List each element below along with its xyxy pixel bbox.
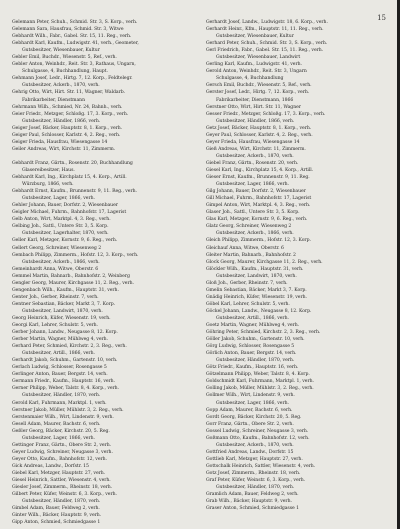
directory-entry: Götzelmann Philipp, Weber, Talstr. 8, 4. Korp. — [206, 372, 310, 378]
directory-entry: Geiger Frieda, Hausfrau, Wiesengasse 14 — [12, 139, 108, 145]
directory-entry: Gesser Friedr., Metzger, Schloßg. 17, 3. Korp., verh. — [206, 111, 326, 117]
directory-entry: Gutsbesitzer, Händler, 1866, verh. — [22, 118, 101, 124]
directory-entry: Schulgasse, 4, Buchhandlung, Haupt. — [22, 69, 108, 75]
directory-entry: Giesel Karl, Ing., Kirchplatz 15, 4. Korp., Artill. — [206, 167, 314, 173]
directory-entry: Gollmer Wilh., Wirt, Lindenstr. 9, verh. — [206, 393, 295, 399]
directory-entry: Gelb Anton, Wirt, Marktpl. 4, 3. Reg., verh. — [12, 217, 111, 223]
directory-entry: Gebler Anton, Weinhdr., Reit. Str. 3, Rathaus, Ungarn, — [12, 62, 136, 68]
directory-entry: Gerold Karl, Fuhrmann, Marktpl. 1, verh. — [12, 400, 107, 406]
directory-entry: Fabrikarbeiter, Dienstmann — [22, 97, 85, 103]
directory-entry: Gutsbesitzer, Landwirt, 1870, verh. — [216, 273, 297, 279]
directory-entry: Gmelin Sebastian, Bäcker, Markt 3, 7. Korp. — [206, 287, 307, 293]
directory-entry: Graf Peter, Küfer, Weinstr. 6, 3. Korp., verh. — [206, 478, 306, 484]
directory-entry: Göbel Karl, Lehrer, Schulstr. 5, verh. — [206, 301, 290, 307]
directory-entry: Gipp Anton, Schmied, Schmiedgasse 1 — [12, 520, 101, 526]
directory-entry: Gerhardt Josef, Landw., Ludwigstr. 18, 6. Korp., verh. — [206, 20, 328, 25]
directory-entry: Gutsbesitzer, Ackerb., 1870, verh. — [216, 153, 294, 159]
directory-entry: Gemmel Martin, Bahnarb., Bahnhofstr. 2, Weinberg — [12, 273, 130, 279]
directory-entry: Geyer Paul, Schlosser, Karlstr. 4, 2. Reg., verh. — [206, 132, 313, 138]
directory-entry: Gottschalk Heinrich, Sattler, Wiesenstr. 4, verh. — [206, 463, 316, 469]
directory-entry: Gerster Josef, Ledr., Hirtg. 7, 12. Korp., verh. — [206, 90, 310, 96]
directory-entry: Gerstner Jakob, Müller, Mühlstr. 3, 2. Reg., verh. — [12, 407, 124, 413]
directory-entry: Gieß Andreas, Wirt, Kirchstr. 11, Zimmerm. — [206, 146, 306, 152]
directory-entry: Gettinger Franz, Gärtn., Obere Str. 2, verh. — [12, 442, 112, 448]
directory-entry: Gebhardt Karl, Kaufm., Ludwigstr. 41, verh., Geometer, — [12, 41, 139, 47]
directory-entry: Gilg Johann, Bauer, Dorfstr. 2, Wiesenbauer — [206, 189, 306, 195]
page-number: 15 — [377, 14, 386, 22]
directory-entry: Geier Friedr., Metzger, Schloßg. 17, 3. Korp., verh. — [12, 111, 129, 117]
directory-entry: Gutsbesitzer, Ackerb., 1870, verh. — [216, 442, 294, 448]
directory-entry: Gottfried Andreas, Landw., Dorfstr. 15 — [206, 449, 294, 455]
directory-entry: Gutsbesitzer, Landwirt, 1870, verh. — [22, 308, 103, 314]
directory-entry: Geiger Paul, Schlosser, Karlstr. 4, 2. Reg., verh. — [12, 132, 121, 138]
directory-entry: Ginter Wilh., Bäcker, Hauptstr. 9, verh. — [12, 513, 102, 519]
directory-entry: Genter Joh., Gerber, Rheinstr. 7, verh. — [12, 294, 99, 300]
directory-entry: Gerhard Peter, Schmied, Kirchstr. 2, 3. Reg., verh. — [12, 344, 127, 350]
directory-entry: Geyer Otto, Kaufm., Bahnhofstr. 12, verh. — [12, 456, 107, 462]
directory-entry: Gloß Joh., Gerber, Rheinstr. 7, verh. — [206, 280, 288, 286]
directory-entry: Gerhardt Heinr., Kfm., Hauptstr. 11, 11. Reg., verh. — [206, 27, 324, 33]
directory-entry: Fabrikarbeiter, Dienstmann, 1866 — [216, 97, 294, 103]
directory-entry: Gerstenmaier Wilh., Wirt, Lindenstr. 9, verh. — [12, 414, 114, 420]
directory-entry: Gutsbesitzer, Lagerhalter, 1870, verh. — [22, 231, 109, 237]
directory-entry: Golling Jakob, Müller, Mühlstr. 3, 2. Reg., verh. — [206, 386, 314, 392]
directory-entry: Gottlieb Karl, Metzger, Hauptstr. 27, verh. — [206, 456, 303, 462]
directory-entry: Gutsbesitzer, Lager, 1866, verh. — [216, 400, 289, 406]
directory-entry: Giesler Josef, Zimmerm., Rheinstr. 18, verh. — [12, 485, 113, 491]
directory-entry: Glas Karl, Metzger, Kornstr. 9, 6. Reg., verh. — [206, 217, 308, 223]
directory-entry: Gutsbesitzer, Ackerb., 1870, verh. — [22, 83, 100, 89]
directory-entry: Giebel Franz, Gärtn., Rosenstr. 20, verh. — [206, 160, 299, 166]
directory-entry: Gutsbesitzer, Ackerb., 1866, verh. — [216, 231, 294, 237]
directory-entry: Gutsbesitzer, Händler, 1870, verh. — [22, 499, 101, 505]
directory-entry: Gelemann Peter, Schuh., Schmid. Str. 3, S. Korp., verh. — [12, 20, 138, 25]
directory-entry: Gimpel Anton, Wirt, Marktpl. 4, 3. Reg., verh. — [206, 203, 311, 209]
directory-entry: Georg Heinrich, Küfer, Wiesenstr. 19, verh. — [12, 315, 111, 321]
directory-entry: Gordt Georg, Bäcker, Kirchstr. 20, 5. Reg. — [206, 414, 302, 420]
directory-entry: Gutsbesitzer, Artill., 1866, verh. — [22, 351, 95, 357]
directory-entry: Gutsbesitzer, Lager, 1866, verh. — [22, 435, 95, 441]
directory-entry: Gerlach Ludwig, Schlosser, Rosengasse 5 — [12, 365, 107, 371]
directory-entry: Gerber Johann, Landw., Neugasse 8, 12. Korp. — [12, 330, 118, 336]
directory-entry: Gutsbesitzer, Händler, 1866, verh. — [216, 118, 295, 124]
directory-entry: Gerling Karl, Kaufm., Ludwigstr. 41, verh. — [206, 62, 302, 68]
directory-entry: Göckel Johann, Landw., Neugasse 8, 12. Korp. — [206, 308, 312, 314]
directory-entry: Gleiter Martin, Bahnarb., Bahnhofstr. 2 — [206, 252, 296, 258]
directory-entry: Gopp Adam, Maurer, Bachstr. 6, verh. — [206, 407, 293, 413]
left-column — [12, 19, 194, 526]
directory-entry: Gutsbesitzer, Ackerb., 1866, verh. — [22, 259, 100, 265]
directory-entry: Gilbert Peter, Küfer, Weinstr. 6, 3. Korp., verh. — [12, 492, 117, 498]
directory-entry: Geßler Georg, Bäcker, Kirchstr. 20, 5. Reg. — [12, 428, 110, 434]
directory-entry: Glaser Joh., Sattl., Untere Str. 3, 5. Korp. — [206, 210, 300, 216]
directory-entry: Gutsbesitzer, Lager, 1866, verh. — [216, 182, 289, 188]
directory-entry: Geller Karl, Metzger, Kornstr. 9, 6. Reg., verh. — [12, 238, 118, 244]
directory-entry: Gebhardt Franz, Gärtn., Rosenstr. 20, Buchhandlung — [12, 160, 133, 166]
directory-entry: Gutsbesitzer, Wiesenbauer, Kultur — [22, 48, 100, 54]
directory-entry: Gengler Georg, Maurer, Kirchgasse 11, 2. Reg., verh. — [12, 280, 134, 286]
directory-entry: Geiler Andreas, Wirt, Kirchstr. 11, Zimmerm. — [12, 146, 116, 152]
directory-entry: Giebel Karl, Metzger, Hauptstr. 27, verh. — [12, 471, 106, 476]
directory-entry: Gehler Johann, Bauer, Dorfstr. 2, Wiesenbauer — [12, 203, 118, 209]
directory-entry: Geiger Josef, Bäcker, Hauptstr. 8, 1. Korp., verh. — [12, 125, 123, 131]
directory-entry: Glock Georg, Maurer, Kirchgasse 11, 2. Reg., verh. — [206, 259, 323, 265]
directory-entry: Glasereibesitzer, Haus. — [22, 167, 75, 173]
directory-entry: Götz Friedr., Kaufm., Hauptstr. 16, verh. — [206, 365, 299, 371]
directory-entry: Gutsbesitzer, Wiesenbauer, Kultur — [216, 34, 294, 40]
directory-entry: Gramlich Adam, Bauer, Feldweg 2, verh. — [206, 492, 299, 498]
directory-entry: Gerhardt Jakob, Schuhm., Gartenstr. 10, verh. — [12, 358, 118, 364]
directory-entry: Gimbel Adam, Bauer, Feldweg 2, verh. — [12, 506, 100, 512]
directory-entry: Giesel Heinrich, Sattler, Wiesenstr. 4, verh. — [12, 478, 111, 484]
directory-entry: Georgi Karl, Lehrer, Schulstr. 5, verh. — [12, 323, 98, 329]
directory-entry: Görlich Anton, Bauer, Bergstr. 14, verh. — [206, 351, 297, 357]
directory-entry: Goßmann Otto, Kaufm., Bahnhofstr. 12, verh. — [206, 435, 310, 441]
directory-entry: Gick Andreas, Landw., Dorfstr. 15 — [12, 463, 89, 469]
directory-entry: Gutsbesitzer, Wiesenbauer, Landwirt — [216, 55, 301, 61]
directory-entry: Gerhard Peter, Schuh., Schmid. Str. 3, S. Korp., verh. — [206, 41, 328, 47]
directory-entry: Würzburg, 1866, verh. — [22, 182, 74, 188]
directory-entry: Gieser Ernst, Kaufm., Brunnenstr. 9, 11. Reg. — [206, 175, 310, 181]
directory-entry: Gersch Emil, Buchdr., Wiesenstr. 5, Ref., verh. — [206, 83, 312, 89]
directory-entry: Gutsbesitzer, Artill., 1866, verh. — [216, 315, 289, 321]
right-column — [206, 19, 388, 512]
directory-entry: Gerl Friedrich, Fabr., Gabel. Str. 15, 11. Reg., verh. — [206, 48, 324, 54]
directory-entry: Gembach Philipp, Zimmerm., Hofstr. 12, 3. Korp., verh. — [12, 252, 139, 258]
directory-entry: Geyer Frieda, Hausfrau, Wiesengasse 14 — [206, 139, 300, 145]
directory-entry: Geigler Michael, Fuhrm., Bahnhofstr. 17, Lagerist — [12, 210, 127, 216]
directory-entry: Gerold Anton, Weinhdr., Reit. Str. 3, Ungarn — [206, 69, 307, 75]
directory-entry: Gerlinger Anton, Bauer, Bergstr. 14, verh. — [12, 372, 108, 378]
directory-entry: Graser Anton, Schmied, Schmiedgasse 1 — [206, 506, 299, 512]
directory-entry: Schulgasse, 4, Buchhandlung — [216, 76, 284, 82]
directory-entry: Gengenbach Wilh., Kaufm., Hauptstr. 31, verh. — [12, 287, 119, 293]
directory-entry: Gehrig Otto, Wirt, Hirt. Str. 11, Wagner, Waldarb. — [12, 90, 126, 96]
directory-entry: Gelemann Sara, Hausfrau, Schmid. Str. 3, Witwe — [12, 27, 124, 33]
directory-entry: Gebhardt Karl, Ing., Kirchplatz 15, 4. Korp., Artill. — [12, 175, 127, 181]
directory-entry: Gleichauf Anna, Witwe, Oberstr. 6 — [206, 245, 284, 251]
directory-entry: Glatz Georg, Schreiner, Wiesenweg 2 — [206, 224, 292, 230]
directory-entry: Gnädig Heinrich, Küfer, Wiesenstr. 19, verh. — [206, 294, 307, 300]
directory-entry: Gutsbesitzer, Lager, 1866, verh. — [22, 196, 95, 202]
directory-entry: Gutsbesitzer, Händler, 1870, verh. — [216, 485, 295, 491]
directory-entry: Gelbing Joh., Sattl., Untere Str. 3, 5. Korp. — [12, 224, 109, 230]
directory-entry: Gehrmann Wilh., Schmied, Nr. 24, Bahnh., verh. — [12, 104, 123, 110]
directory-entry: Gutsbesitzer, Händler, 1870, verh. — [22, 393, 101, 399]
directory-entry: Geyer Ludwig, Schreiner, Neugasse 3, verh. — [12, 449, 113, 455]
directory-entry: Gill Michael, Fuhrm., Bahnhofstr. 17, Lagerist — [206, 196, 312, 202]
directory-entry: Gesell Adam, Maurer, Bachstr. 6, verh. — [12, 421, 101, 427]
directory-entry: Gebhardt Ernst, Kaufm., Brunnenstr. 9, 11. Reg., verh. — [12, 189, 137, 195]
directory-entry: Gerstner Otto, Wirt, Hirt. Str. 11, Wagner — [206, 104, 301, 110]
directory-entry: Goldschmidt Karl, Fuhrmann, Marktpl. 1, verh. — [206, 379, 314, 385]
directory-entry: Gehmann Josef, Ledr., Hirtg. 7, 12. Korp., Feldtelegr. — [12, 76, 133, 82]
directory-entry: Gentner Sebastian, Bäcker, Markt 3, 7. Korp. — [12, 301, 116, 307]
directory-entry: Gutsbesitzer, Händler, 1870, verh. — [216, 358, 295, 364]
directory-entry: Goetz Martin, Wagner, Mühlweg 4, verh. — [206, 323, 300, 329]
directory-entry: Gebhardt Wilh., Fabr., Gabel. Str. 15, 11. Reg., verh. — [12, 34, 132, 40]
directory-entry: Göller Jakob, Schuhm., Gartenstr. 10, verh. — [206, 337, 305, 343]
directory-entry: Gossel Ludwig, Schreiner, Neugasse 3, verh. — [206, 428, 309, 434]
directory-entry: Gerner Philipp, Weber, Talstr. 8, 4. Korp., verh. — [12, 386, 119, 392]
directory-entry: Göhring Peter, Schmied, Kirchstr. 2, 3. Reg., verh. — [206, 330, 321, 336]
directory-entry: Gerber Martin, Wagner, Mühlweg 4, verh. — [12, 337, 108, 343]
directory-entry: Glöckler Wilh., Kaufm., Hauptstr. 31, verh. — [206, 266, 304, 272]
directory-entry: Gellert Georg, Schreiner, Wiesenweg 2 — [12, 245, 102, 251]
directory-entry: Grab Wilh., Bäcker, Hauptstr. 9, verh. — [206, 499, 292, 505]
directory-entry: Germann Friedr., Kaufm., Hauptstr. 16, verh. — [12, 379, 116, 385]
directory-entry: Gebler Emil, Buchdr., Wiesenstr. 5, Ref., verh. — [12, 55, 117, 61]
directory-entry: Gotz Josef, Zimmerm., Rheinstr. 18, verh. — [206, 471, 301, 476]
directory-entry — [12, 153, 194, 160]
directory-entry: Gemeinhardt Anna, Witwe, Oberstr. 6 — [12, 266, 99, 272]
directory-entry: Gorr Franz, Gärtn., Obere Str. 2, verh. — [206, 421, 294, 427]
directory-entry: Gleich Philipp, Zimmerm., Hofstr. 12, 3. Korp. — [206, 238, 311, 244]
directory-entry: Görg Ludwig, Schlosser, Rosengasse 5 — [206, 344, 295, 350]
directory-entry: Getz Josef, Bäcker, Hauptstr. 8, 1. Korp., verh. — [206, 125, 312, 131]
